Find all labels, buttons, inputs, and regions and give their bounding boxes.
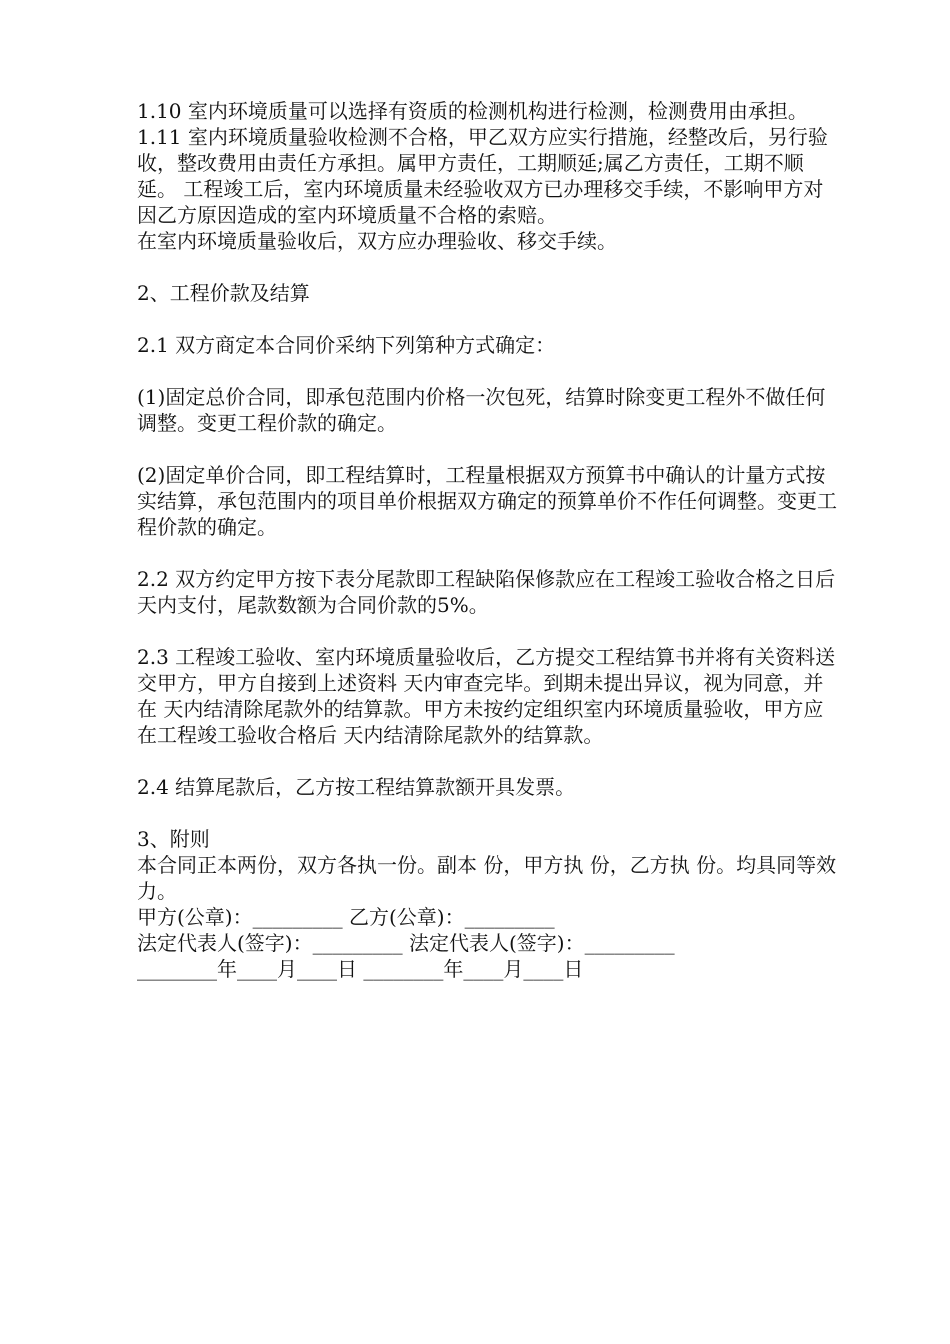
clause-2-2: 2.2 双方约定甲方按下表分尾款即工程缺陷保修款应在工程竣工验收合格之日后 天内支付，尾款数额为合同价款的5%。 bbox=[137, 567, 842, 617]
document-page bbox=[137, 98, 842, 982]
seal-line: 甲方(公章)：_________ 乙方(公章)：_________ bbox=[137, 905, 555, 929]
copies-clause: 本合同正本两份，双方各执一份。副本 份，甲方执 份，乙方执 份。均具同等效力。 bbox=[137, 853, 837, 903]
representative-signature-line: 法定代表人(签字)：_________ 法定代表人(签字)：_________ bbox=[137, 931, 675, 955]
clause-1-11: 1.11 室内环境质量验收检测不合格，甲乙双方应实行措施，经整改后，另行验收，整改费用由责任方承担。属甲方责任，工期顺延;属乙方责任，工期不顺延。 工程竣工后，室内环境质量未经验收双方已办理移交手续，不影响甲方对因乙方原因造成的室内环境质量不合格的索赔。 bbox=[137, 125, 828, 227]
date-line: ________年____月____日 ________年____月____日 bbox=[137, 957, 584, 981]
spacer bbox=[137, 358, 837, 384]
clause-2-3: 2.3 工程竣工验收、室内环境质量验收后，乙方提交工程结算书并将有关资料送交甲方，甲方自接到上述资料 天内审查完毕。到期未提出异议，视为同意，并在 天内结清除尾款外的结算款。甲方未按约定组织室内环境质量验收，甲方应在工程竣工验收合格后 天内结清除尾款外的结算款。 bbox=[137, 645, 836, 747]
spacer bbox=[137, 800, 837, 826]
spacer bbox=[137, 618, 837, 644]
spacer bbox=[137, 254, 837, 280]
spacer bbox=[137, 306, 837, 332]
spacer bbox=[137, 540, 837, 566]
section-2-heading: 2、工程价款及结算 bbox=[137, 281, 310, 305]
spacer bbox=[137, 748, 837, 774]
spacer bbox=[137, 436, 837, 462]
clause-2-4: 2.4 结算尾款后，乙方按工程结算款额开具发票。 bbox=[137, 775, 576, 799]
section-3-heading: 3、附则 bbox=[137, 827, 210, 851]
clause-1-10: 1.10 室内环境质量可以选择有资质的检测机构进行检测，检测费用由承担。 bbox=[137, 99, 808, 123]
option-fixed-total-price: (1)固定总价合同，即承包范围内价格一次包死，结算时除变更工程外不做任何调整。变更工程价款的确定。 bbox=[137, 385, 826, 435]
option-fixed-unit-price: (2)固定单价合同，即工程结算时，工程量根据双方预算书中确认的计量方式按实结算，承包范围内的项目单价根据双方确定的预算单价不作任何调整。变更工程价款的确定。 bbox=[137, 463, 837, 539]
clause-2-1: 2.1 双方商定本合同价采纳下列第种方式确定： bbox=[137, 333, 556, 357]
handover-note: 在室内环境质量验收后，双方应办理验收、移交手续。 bbox=[137, 229, 617, 253]
